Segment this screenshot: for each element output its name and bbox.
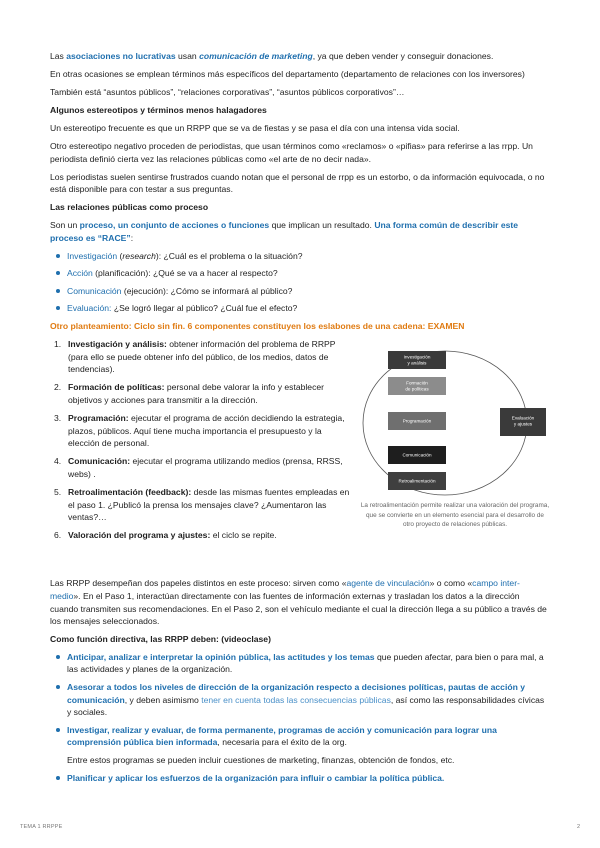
cycle-box-formacion bbox=[388, 377, 446, 395]
intro-paragraph-1: Las asociaciones no lucrativas usan comunicación de marketing, ya que deben vender y conseguir donaciones. bbox=[50, 51, 494, 61]
stereotypes-paragraph-2: Otro estereotipo negativo proceden de periodistas, que usan términos como «reclamos» o «pifias» para referirse a las rrpp. Un periodista definió cierta vez las relaciones públicas como «el arte de no decir nada». bbox=[50, 140, 533, 164]
cycle-box-comunicacion bbox=[388, 446, 446, 464]
svg-text:Comunicación: Comunicación bbox=[402, 452, 432, 458]
cycle-box-evaluacion bbox=[500, 408, 546, 436]
steps-section bbox=[50, 338, 550, 547]
race-list bbox=[56, 250, 550, 315]
footer-title: TEMA 1 RRPPE bbox=[20, 824, 63, 830]
directive-function-heading: Como función directiva, las RRPP deben: (videoclase) bbox=[50, 634, 271, 645]
svg-text:y ajustes: y ajustes bbox=[513, 421, 533, 427]
cycle-box-programacion bbox=[388, 412, 446, 430]
list-item: Acción (planificación): ¿Qué se va a hacer al respecto? bbox=[56, 267, 550, 280]
link-comunicacion-marketing: comunicación de marketing bbox=[199, 51, 313, 61]
list-item: Asesorar a todos los niveles de dirección de la organización respecto a decisiones políticas, pautas de acción y comunicación, y deben asimismo tener en cuenta todas las consecuencias públicas, así como las responsabilidades cívicas y sociales. bbox=[56, 681, 550, 719]
stereotypes-paragraph-1: Un estereotipo frecuente es que un RRPP que se va de fiestas y se pasa el día con una intensa vida social. bbox=[50, 122, 460, 133]
stereotypes-paragraph-3: Los periodistas suelen sentirse frustrados cuando notan que el personal de rrpp es un estorbo, o da información equivocada, o no está disponible para con testar a sus preguntas. bbox=[50, 171, 545, 195]
list-item: Comunicación (ejecución): ¿Cómo se informará al público? bbox=[56, 285, 550, 298]
list-item: Investigación (research): ¿Cuál es el problema o la situación? bbox=[56, 250, 550, 263]
list-item: Investigar, realizar y evaluar, de forma permanente, programas de acción y comunicación para lograr una comprensión pública bien informada, necesaria para el éxito de la org. bbox=[56, 724, 550, 749]
list-item: 1. Investigación y análisis: obtener información del problema de RRPP (para ello se puede obtener info del público, de los medios, datos de tendencias). bbox=[54, 339, 336, 375]
steps-list bbox=[54, 338, 355, 547]
svg-text:Evaluación: Evaluación bbox=[511, 415, 535, 421]
svg-text:Retroalimentación: Retroalimentación bbox=[398, 478, 436, 484]
other-approach-heading: Otro planteamiento: Ciclo sin fin. 6 componentes constituyen los eslabones de una cadena: EXAMEN bbox=[50, 321, 465, 331]
cycle-box-investigacion bbox=[388, 351, 446, 369]
list-item: 2. Formación de políticas: personal debe valorar la info y establecer objetivos y acciones para transmitir a la dirección. bbox=[54, 382, 325, 405]
list-item: Anticipar, analizar e interpretar la opinión pública, las actitudes y los temas que pueden afectar, para bien o para mal, a las actividades y planes de la organización. bbox=[56, 651, 550, 676]
directive-function-list bbox=[56, 651, 550, 749]
cycle-box-retroalimentacion bbox=[388, 472, 446, 490]
stereotypes-heading: Algunos estereotipos y términos menos halagadores bbox=[50, 105, 267, 116]
intro-paragraph-3: También está “asuntos públicos”, “relaciones corporativas”, “asuntos públicos corporativos”… bbox=[50, 87, 405, 98]
process-heading: Las relaciones públicas como proceso bbox=[50, 202, 209, 213]
svg-text:Programación: Programación bbox=[402, 418, 432, 424]
link-asociaciones: asociaciones no lucrativas bbox=[66, 51, 176, 61]
page-number: 2 bbox=[577, 824, 581, 830]
document-page bbox=[50, 50, 550, 790]
list-item: 5. Retroalimentación (feedback): desde las mismas fuentes empleadas en el paso 1. ¿Publicó la prensa los mensajes clave? ¿Aumentaron las ventas?… bbox=[54, 487, 350, 523]
programs-note: Entre estos programas se pueden incluir cuestiones de marketing, finanzas, obtención de fondos, etc. bbox=[67, 755, 455, 766]
svg-text:y análisis: y análisis bbox=[407, 360, 427, 366]
svg-text:Formación: Formación bbox=[406, 380, 428, 386]
list-item: 3. Programación: ejecutar el programa de acción decidiendo la estrategia, plazos, públicos. Aquí tiene mucha importancia el presupuesto y la elección de personal. bbox=[54, 413, 345, 449]
list-item: Planificar y aplicar los esfuerzos de la organización para influir o cambiar la política pública. bbox=[56, 772, 550, 785]
process-cycle-figure bbox=[360, 348, 550, 547]
intro-paragraph-2: En otras ocasiones se emplean términos más específicos del departamento (departamento de relaciones con los inversores) bbox=[50, 69, 525, 80]
roles-paragraph: Las RRPP desempeñan dos papeles distintos en este proceso: sirven como «agente de vinculación» o como «campo inter-medio». En el Paso 1, interactúan directamente con las fuentes de información externas y trasladan los datos a la dirección cuando transmiten sus recomendaciones. En el Paso 2, son el vehículo mediante el cual la dirección llega a su público a través de los mensajes seleccionados. bbox=[50, 578, 547, 627]
figure-caption: La retroalimentación permite realizar una valoración del programa, que se convierte en un elemento esencial para el desarrollo de otro proyecto de relaciones públicas. bbox=[360, 502, 550, 529]
process-paragraph: Son un proceso, un conjunto de acciones o funciones que implican un resultado. Una forma común de describir este proceso es “RACE”: bbox=[50, 219, 519, 243]
svg-text:de políticas: de políticas bbox=[405, 386, 429, 392]
list-item: 6. Valoración del programa y ajustes: el ciclo se repite. bbox=[54, 530, 277, 541]
list-item: Evaluación: ¿Se logró llegar al público? ¿Cuál fue el efecto? bbox=[56, 302, 550, 315]
svg-text:Investigación: Investigación bbox=[403, 354, 431, 360]
cycle-diagram bbox=[360, 348, 550, 498]
directive-function-list-end bbox=[56, 772, 550, 785]
list-item: 4. Comunicación: ejecutar el programa utilizando medios (prensa, RRSS, webs) . bbox=[54, 456, 343, 479]
